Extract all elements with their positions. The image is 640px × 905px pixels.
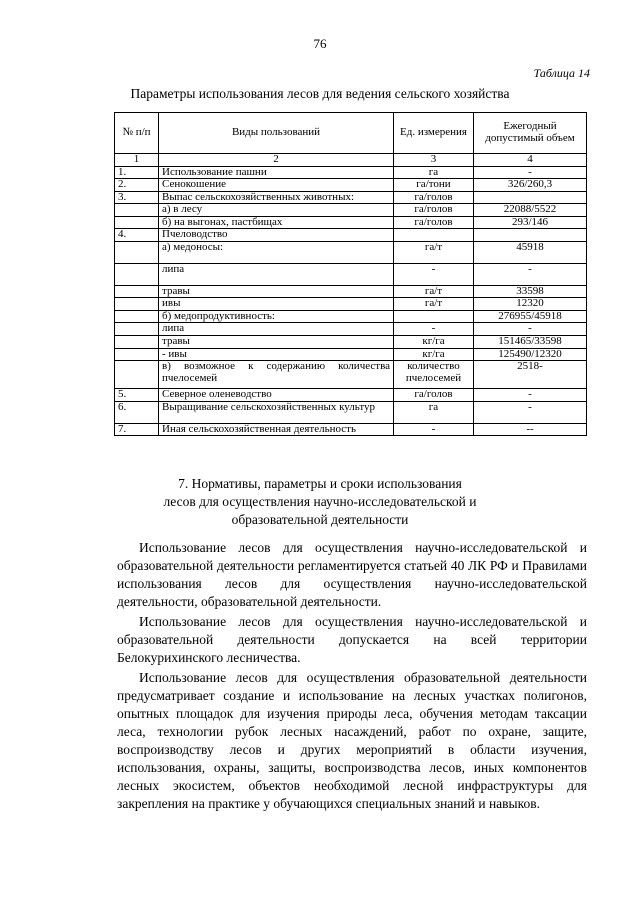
row-unit-cell: кг/га	[394, 348, 474, 361]
table-row	[115, 389, 587, 402]
row-volume-cell: 2518-	[474, 361, 587, 389]
row-volume-cell: -	[474, 263, 587, 285]
row-number-cell: 5.	[115, 389, 159, 402]
row-volume-cell: 151465/33598	[474, 336, 587, 349]
row-unit-cell: га/голов	[394, 204, 474, 217]
row-number-cell	[115, 298, 159, 311]
row-volume-cell: 12320	[474, 298, 587, 311]
row-number-cell	[115, 263, 159, 285]
row-usage-type-cell: а) медоносы:	[159, 241, 394, 263]
row-unit-cell: -	[394, 263, 474, 285]
section-heading-line: образовательной деятельности	[231, 512, 409, 527]
row-usage-type-cell: травы	[159, 285, 394, 298]
row-usage-type-cell: липа	[159, 263, 394, 285]
row-number-cell	[115, 336, 159, 349]
row-usage-type-cell: - ивы	[159, 348, 394, 361]
row-usage-type-cell: травы	[159, 336, 394, 349]
body-text	[117, 539, 587, 815]
row-volume-cell: --	[474, 423, 587, 436]
table-row	[115, 241, 587, 263]
header-unit: Ед. измерения	[394, 113, 474, 154]
table-label: Таблица 14	[533, 66, 590, 80]
table-row	[115, 263, 587, 285]
row-unit-cell: -	[394, 323, 474, 336]
row-number-cell	[115, 323, 159, 336]
paragraph: Использование лесов для осуществления образовательной деятельности предусматривает создание и использование на лесных участках полигонов, опытных площадок для изучения природы леса, обучения методам таксации леса, технологии рубок лесных насаждений, работ по охране, защите, воспроизводству лесов и других мероприятий в области изучения, использования, охраны, защиты, воспроизводства лесов, иных компонентов лесных экосистем, объектов необходимой лесной инфраструктуры для закрепления на практике у обучающихся специальных знаний и навыков.	[117, 670, 587, 811]
row-number-cell	[115, 348, 159, 361]
row-unit-cell: га/т	[394, 298, 474, 311]
row-volume-cell: -	[474, 401, 587, 423]
row-usage-type-cell: Выращивание сельскохозяйственных культур	[159, 401, 394, 423]
row-number-cell: 1.	[115, 166, 159, 179]
row-number-cell	[115, 361, 159, 389]
row-volume-cell: 125490/12320	[474, 348, 587, 361]
row-volume-cell: 45918	[474, 241, 587, 263]
row-usage-type-cell: Сенокошение	[159, 179, 394, 192]
row-usage-type-cell: в) возможное к содержанию количества пчелосемей	[159, 361, 394, 389]
row-usage-type-cell: б) на выгонах, пастбищах	[159, 216, 394, 229]
row-usage-type-cell: б) медопродуктивность:	[159, 310, 394, 323]
table-row	[115, 191, 587, 204]
row-number-cell	[115, 216, 159, 229]
row-number-cell	[115, 204, 159, 217]
row-usage-type-cell: Северное оленеводство	[159, 389, 394, 402]
parameters-table	[114, 112, 587, 436]
row-number-cell: 4.	[115, 229, 159, 242]
row-number-cell: 7.	[115, 423, 159, 436]
row-unit-cell: га	[394, 166, 474, 179]
row-unit-cell: количество пчелосемей	[394, 361, 474, 389]
row-usage-type-cell: Иная сельскохозяйственная деятельность	[159, 423, 394, 436]
table-row	[115, 285, 587, 298]
header-number: № п/п	[115, 113, 159, 154]
section-heading-line: лесов для осуществления научно-исследовательской и	[163, 494, 477, 509]
row-usage-type-cell: Выпас сельскохозяйственных животных:	[159, 191, 394, 204]
table-row	[115, 401, 587, 423]
section-heading	[0, 475, 640, 529]
table-row	[115, 348, 587, 361]
index-cell: 2	[159, 154, 394, 167]
row-number-cell: 3.	[115, 191, 159, 204]
paragraph: Использование лесов для осуществления научно-исследовательской и образовательной деятельности регламентируется статьей 40 ЛК РФ и Правилами использования лесов для осуществления научно-исследовательской деятельности, образовательной деятельности.	[117, 540, 587, 609]
row-unit-cell	[394, 310, 474, 323]
paragraph: Использование лесов для осуществления научно-исследовательской и образовательной деятельности допускается на всей территории Белокурихинского лесничества.	[117, 614, 587, 665]
table-row	[115, 361, 587, 389]
row-volume-cell: 326/260,3	[474, 179, 587, 192]
row-unit-cell: га/т	[394, 241, 474, 263]
table-body	[115, 154, 587, 436]
table-row	[115, 179, 587, 192]
index-cell: 3	[394, 154, 474, 167]
row-volume-cell	[474, 191, 587, 204]
row-usage-type-cell: а) в лесу	[159, 204, 394, 217]
table-header-row	[115, 113, 587, 154]
row-unit-cell: га/голов	[394, 389, 474, 402]
row-unit-cell: га/т	[394, 285, 474, 298]
row-unit-cell: га/голов	[394, 216, 474, 229]
row-unit-cell: кг/га	[394, 336, 474, 349]
table-row	[115, 216, 587, 229]
table-row	[115, 166, 587, 179]
row-volume-cell: 33598	[474, 285, 587, 298]
row-unit-cell: -	[394, 423, 474, 436]
row-volume-cell: 276955/45918	[474, 310, 587, 323]
table-title: Параметры использования лесов для ведения сельского хозяйства	[130, 86, 510, 101]
row-volume-cell: 22088/5522	[474, 204, 587, 217]
row-volume-cell: -	[474, 166, 587, 179]
row-number-cell	[115, 285, 159, 298]
row-volume-cell: -	[474, 389, 587, 402]
row-usage-type-cell: липа	[159, 323, 394, 336]
row-unit-cell	[394, 229, 474, 242]
row-number-cell: 2.	[115, 179, 159, 192]
column-index-row	[115, 154, 587, 167]
table-row	[115, 229, 587, 242]
row-unit-cell: га	[394, 401, 474, 423]
index-cell: 1	[115, 154, 159, 167]
row-volume-cell	[474, 229, 587, 242]
section-heading-line: 7. Нормативы, параметры и сроки использования	[178, 476, 462, 491]
table-row	[115, 298, 587, 311]
row-number-cell	[115, 310, 159, 323]
table-row	[115, 310, 587, 323]
row-usage-type-cell: ивы	[159, 298, 394, 311]
row-usage-type-cell: Пчеловодство	[159, 229, 394, 242]
row-unit-cell: га/голов	[394, 191, 474, 204]
table-row	[115, 323, 587, 336]
row-volume-cell: -	[474, 323, 587, 336]
row-volume-cell: 293/146	[474, 216, 587, 229]
row-number-cell: 6.	[115, 401, 159, 423]
index-cell: 4	[474, 154, 587, 167]
header-usage-type: Виды пользований	[159, 113, 394, 154]
row-number-cell	[115, 241, 159, 263]
row-usage-type-cell: Использование пашни	[159, 166, 394, 179]
table-row	[115, 204, 587, 217]
page-number: 76	[313, 36, 327, 51]
table-row	[115, 336, 587, 349]
row-unit-cell: га/тони	[394, 179, 474, 192]
header-annual-volume: Ежегодный допустимый объем	[474, 113, 587, 154]
table-row	[115, 423, 587, 436]
